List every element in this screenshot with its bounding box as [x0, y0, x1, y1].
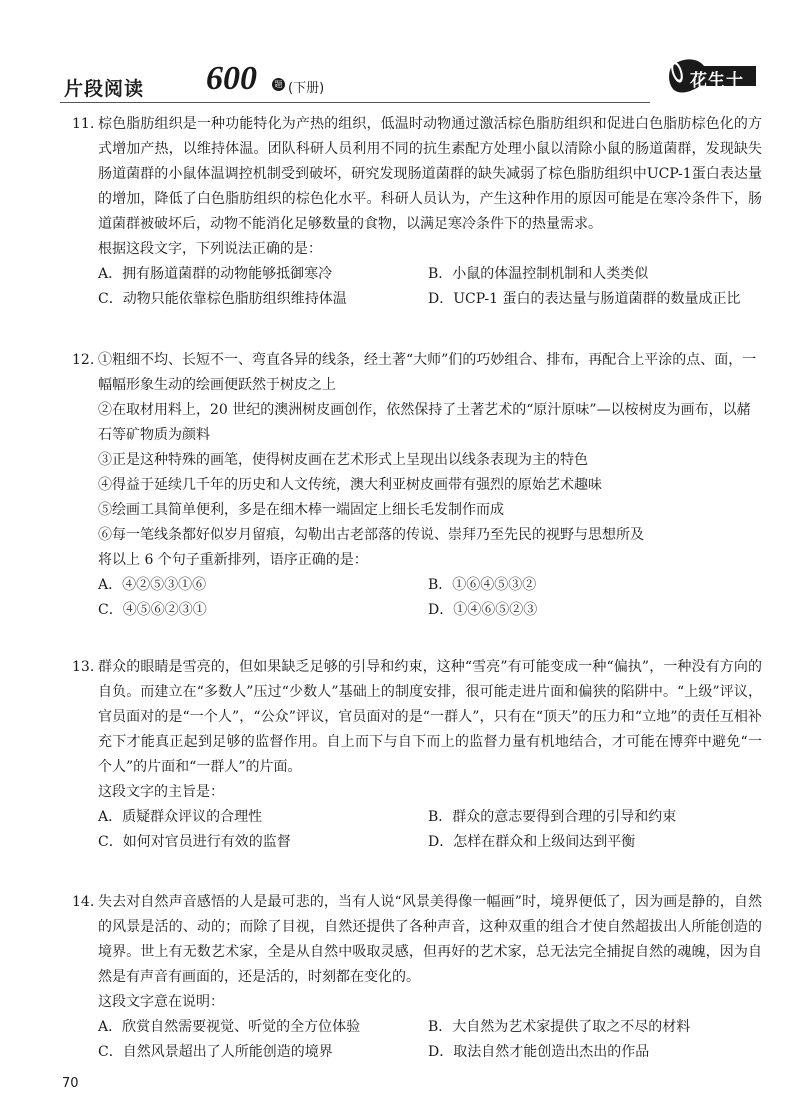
option-b[interactable]: B．群众的意志要得到合理的引导和约束 — [428, 809, 677, 825]
question-number: 11. — [72, 116, 95, 132]
sentence-2: ②在取材用料上，20 世纪的澳洲树皮画创作，依然保持了土著艺术的“原汁原味”—以桉树皮为画布，以赭石等矿物质为颜料 — [98, 402, 751, 443]
question-passage: 棕色脂肪组织是一种功能特化为产热的组织，低温时动物通过激活棕色脂肪组织和促进白色脂肪棕色化的方式增加产热，以维持体温。团队科研人员利用不同的抗生素配方处理小鼠以清除小鼠的肠道菌群，发现缺失肠道菌群的小鼠体温调控机制受到破坏，研究发现肠道菌群的缺失减弱了棕色脂肪组织中UCP-1蛋白表达量的增加，降低了白色脂肪组织的棕色化水平。科研人员认为，产生这种作用的原因可能是在寒冷条件下，肠道菌群被破坏后，动物不能消化足够数量的食物，以满足寒冷条件下的热量需求。 — [98, 116, 762, 232]
question-stem: 将以上 6 个句子重新排列，语序正确的是： — [98, 552, 368, 568]
option-d[interactable]: D．怎样在群众和上级间达到平衡 — [428, 834, 636, 850]
sentence-3: ③正是这种特殊的画笔，使得树皮画在艺术形式上呈现出以线条表现为主的特色 — [98, 452, 588, 468]
page-header — [60, 60, 760, 116]
option-a[interactable]: A．质疑群众评议的合理性 — [98, 809, 263, 825]
option-a[interactable]: A．④②⑤③①⑥ — [98, 577, 207, 593]
option-group — [98, 573, 762, 623]
sentence-1: ①粗细不均、长短不一、弯直各异的线条，经土著“大师”们的巧妙组合、排布，再配合上平涂的点、面，一幅幅形象生动的绘画便跃然于树皮之上 — [98, 352, 757, 393]
question-13 — [72, 655, 762, 855]
page-number: 70 — [62, 1076, 79, 1091]
question-number: 14. — [72, 894, 95, 910]
sentence-list — [98, 348, 762, 548]
option-b[interactable]: B．大自然为艺术家提供了取之不尽的材料 — [428, 1019, 691, 1035]
question-14 — [72, 890, 762, 1065]
sentence-6: ⑥每一笔线条都好似岁月留痕，勾勒出古老部落的传说、崇拜乃至先民的视野与思想所及 — [98, 527, 644, 543]
question-stem: 这段文字的主旨是： — [98, 784, 224, 800]
option-c[interactable]: C．如何对官员进行有效的监督 — [98, 834, 291, 850]
book-title: 片段阅读 — [64, 78, 145, 100]
option-group — [98, 805, 762, 855]
question-stem: 这段文字意在说明： — [98, 994, 224, 1010]
option-a[interactable]: A．拥有肠道菌群的动物能够抵御寒冷 — [98, 266, 333, 282]
option-d[interactable]: D．取法自然才能创造出杰出的作品 — [428, 1044, 650, 1060]
question-number: 12. — [72, 352, 95, 368]
sentence-5: ⑤绘画工具简单便利，多是在细木棒一端固定上细长毛发制作而成 — [98, 502, 504, 518]
option-b[interactable]: B．①⑥④⑤③② — [428, 577, 537, 593]
section-badge — [664, 52, 760, 116]
question-stem: 根据这段文字，下列说法正确的是： — [98, 241, 322, 257]
question-12 — [72, 348, 762, 623]
question-number: 13. — [72, 659, 95, 675]
question-passage: 失去对自然声音感悟的人是最可悲的，当有人说“风景美得像一幅画”时，境界便低了，因为画是静的，自然的风景是活的、动的；而除了目视，自然还提供了各种声音，这种双重的组合才使自然超拔出人所能创造的境界。世上有无数艺术家，全是从自然中吸取灵感，但再好的艺术家，总无法完全捕捉自然的魂魄，因为自然是有声音有画面的，还是活的，时刻都在变化的。 — [98, 894, 762, 985]
header-rule — [60, 102, 650, 103]
book-number: 600 — [206, 60, 257, 97]
option-d[interactable]: D．①④⑥⑤②③ — [428, 602, 538, 618]
option-a[interactable]: A．欣赏自然需要视觉、听觉的全方位体验 — [98, 1019, 361, 1035]
sentence-4: ④得益于延续几千年的历史和人文传统，澳大利亚树皮画带有强烈的原始艺术趣味 — [98, 477, 602, 493]
option-c[interactable]: C．动物只能依靠棕色脂肪组织维持体温 — [98, 291, 347, 307]
option-c[interactable]: C．自然风景超出了人所能创造的境界 — [98, 1044, 333, 1060]
option-d[interactable]: D．UCP-1 蛋白的表达量与肠道菌群的数量成正比 — [428, 291, 741, 307]
option-c[interactable]: C．④⑤⑥②③① — [98, 602, 207, 618]
question-passage: 群众的眼睛是雪亮的，但如果缺乏足够的引导和约束，这种“雪亮”有可能变成一种“偏执”，一种没有方向的自负。而建立在“多数人”压过“少数人”基础上的制度安排，很可能走进片面和偏狭的陷阱中。“上级”评议，官员面对的是“一个人”，“公众”评议，官员面对的是“一群人”，只有在“顶天”的压力和“立地”的责任互相补充下才能真正起到足够的监督作用。自上而下与自下而上的监督力量有机地结合，才可能在博弈中避免“一个人”的片面和“一群人”的片面。 — [98, 659, 762, 775]
section-badge-label: 花生十三 — [690, 71, 744, 116]
question-mark-badge: 题 — [272, 78, 285, 91]
option-b[interactable]: B．小鼠的体温控制机制和人类类似 — [428, 266, 649, 282]
option-group — [98, 262, 762, 312]
book-volume: (下册) — [288, 81, 325, 96]
option-group — [98, 1015, 762, 1065]
question-11 — [72, 112, 762, 312]
